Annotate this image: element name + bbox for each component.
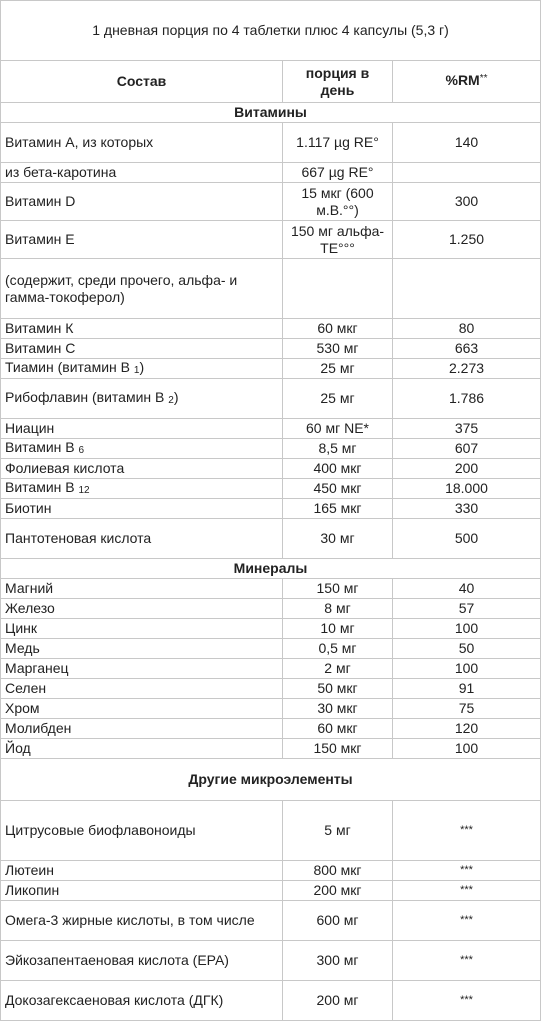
ingredient-portion: 60 мкг bbox=[283, 319, 393, 339]
ingredient-rm: 330 bbox=[393, 499, 541, 519]
name-subscript: 2 bbox=[168, 395, 174, 406]
table-row bbox=[1, 183, 541, 221]
ingredient-rm: 57 bbox=[393, 599, 541, 619]
table-row bbox=[1, 639, 541, 659]
table-row bbox=[1, 459, 541, 479]
ingredient-portion: 200 мг bbox=[283, 981, 393, 1021]
ingredient-name: Ниацин bbox=[1, 419, 283, 439]
ingredient-rm: *** bbox=[393, 981, 541, 1021]
ingredient-name: Цитрусовые биофлавоноиды bbox=[1, 801, 283, 861]
table-row bbox=[1, 479, 541, 499]
ingredient-name: Биотин bbox=[1, 499, 283, 519]
ingredient-rm: 100 bbox=[393, 659, 541, 679]
ingredient-name: Витамин A, из которых bbox=[1, 123, 283, 163]
ingredient-rm: 663 bbox=[393, 339, 541, 359]
ingredient-portion: 165 мкг bbox=[283, 499, 393, 519]
table-row bbox=[1, 719, 541, 739]
ingredient-name: Витамин Е bbox=[1, 221, 283, 259]
ingredient-portion: 30 мкг bbox=[283, 699, 393, 719]
ingredient-portion: 530 мг bbox=[283, 339, 393, 359]
ingredient-portion: 800 мкг bbox=[283, 861, 393, 881]
ingredient-rm: 50 bbox=[393, 639, 541, 659]
ingredient-name: Докозагексаеновая кислота (ДГК) bbox=[1, 981, 283, 1021]
ingredient-rm: 375 bbox=[393, 419, 541, 439]
table-row bbox=[1, 339, 541, 359]
ingredient-name: Витамин К bbox=[1, 319, 283, 339]
ingredient-portion: 30 мг bbox=[283, 519, 393, 559]
ingredient-rm: 140 bbox=[393, 123, 541, 163]
ingredient-name: Тиамин (витамин В 1) bbox=[1, 359, 283, 379]
table-title: 1 дневная порция по 4 таблетки плюс 4 капсулы (5,3 г) bbox=[1, 1, 541, 61]
ingredient-portion: 60 мг NE* bbox=[283, 419, 393, 439]
ingredient-rm: *** bbox=[393, 881, 541, 901]
ingredient-rm: *** bbox=[393, 801, 541, 861]
table-row bbox=[1, 679, 541, 699]
ingredient-portion: 600 мг bbox=[283, 901, 393, 941]
name-subscript: 12 bbox=[78, 485, 90, 496]
ingredient-rm: 120 bbox=[393, 719, 541, 739]
ingredient-name: Йод bbox=[1, 739, 283, 759]
ingredient-name: (содержит, среди прочего, альфа- и гамма-токоферол) bbox=[1, 259, 283, 319]
ingredient-portion: 10 мг bbox=[283, 619, 393, 639]
ingredient-portion: 400 мкг bbox=[283, 459, 393, 479]
ingredient-portion: 8,5 мг bbox=[283, 439, 393, 459]
ingredient-name: Пантотеновая кислота bbox=[1, 519, 283, 559]
ingredient-rm: *** bbox=[393, 861, 541, 881]
ingredient-portion: 0,5 мг bbox=[283, 639, 393, 659]
section-row-other bbox=[1, 759, 541, 801]
ingredient-name: из бета-каротина bbox=[1, 163, 283, 183]
header-rm-suffix: ** bbox=[479, 73, 488, 84]
ingredient-rm bbox=[393, 259, 541, 319]
table-row bbox=[1, 519, 541, 559]
ingredient-portion: 60 мкг bbox=[283, 719, 393, 739]
table-row bbox=[1, 659, 541, 679]
table-row bbox=[1, 801, 541, 861]
section-row-minerals bbox=[1, 559, 541, 579]
table-row bbox=[1, 941, 541, 981]
table-row bbox=[1, 439, 541, 459]
ingredient-name: Витамин С bbox=[1, 339, 283, 359]
ingredient-portion: 8 мг bbox=[283, 599, 393, 619]
table-row bbox=[1, 599, 541, 619]
table-row bbox=[1, 579, 541, 599]
ingredient-name: Медь bbox=[1, 639, 283, 659]
ingredient-rm: 200 bbox=[393, 459, 541, 479]
ingredient-portion: 25 мг bbox=[283, 379, 393, 419]
ingredient-name: Ликопин bbox=[1, 881, 283, 901]
table-row bbox=[1, 699, 541, 719]
ingredient-portion: 1.117 µg RE° bbox=[283, 123, 393, 163]
table-row bbox=[1, 221, 541, 259]
table-row bbox=[1, 901, 541, 941]
ingredient-portion: 2 мг bbox=[283, 659, 393, 679]
ingredient-portion: 50 мкг bbox=[283, 679, 393, 699]
table-row bbox=[1, 163, 541, 183]
ingredient-name: Молибден bbox=[1, 719, 283, 739]
ingredient-portion: 5 мг bbox=[283, 801, 393, 861]
ingredient-rm: *** bbox=[393, 901, 541, 941]
ingredient-name: Лютеин bbox=[1, 861, 283, 881]
ingredient-rm: 500 bbox=[393, 519, 541, 559]
table-row bbox=[1, 499, 541, 519]
ingredient-rm: 300 bbox=[393, 183, 541, 221]
ingredient-rm: 40 bbox=[393, 579, 541, 599]
table-row bbox=[1, 319, 541, 339]
ingredient-name: Фолиевая кислота bbox=[1, 459, 283, 479]
ingredient-name: Цинк bbox=[1, 619, 283, 639]
ingredient-rm: 1.786 bbox=[393, 379, 541, 419]
ingredient-name: Рибофлавин (витамин В 2) bbox=[1, 379, 283, 419]
ingredient-portion: 150 мг альфа-TE°°° bbox=[283, 221, 393, 259]
section-title-vitamins: Витамины bbox=[1, 103, 541, 123]
ingredient-portion: 150 мг bbox=[283, 579, 393, 599]
table-title-row bbox=[1, 1, 541, 61]
header-name: Состав bbox=[1, 61, 283, 103]
table-row bbox=[1, 123, 541, 163]
ingredient-name: Витамин D bbox=[1, 183, 283, 221]
table-row bbox=[1, 379, 541, 419]
table-row bbox=[1, 981, 541, 1021]
header-rm-label: %RM bbox=[445, 72, 480, 88]
section-row-vitamins bbox=[1, 103, 541, 123]
ingredient-portion: 25 мг bbox=[283, 359, 393, 379]
ingredient-name: Селен bbox=[1, 679, 283, 699]
table-row bbox=[1, 861, 541, 881]
table-row bbox=[1, 419, 541, 439]
section-title-other: Другие микроэлементы bbox=[1, 759, 541, 801]
ingredient-name: Марганец bbox=[1, 659, 283, 679]
ingredient-rm bbox=[393, 163, 541, 183]
header-rm bbox=[393, 61, 541, 103]
ingredient-portion: 150 мкг bbox=[283, 739, 393, 759]
ingredient-rm: 91 bbox=[393, 679, 541, 699]
section-title-minerals: Минералы bbox=[1, 559, 541, 579]
ingredient-rm: 75 bbox=[393, 699, 541, 719]
name-subscript: 1 bbox=[133, 365, 140, 376]
ingredient-rm: *** bbox=[393, 941, 541, 981]
ingredient-name: Эйкозапентаеновая кислота (EPA) bbox=[1, 941, 283, 981]
table-row bbox=[1, 881, 541, 901]
ingredient-portion bbox=[283, 259, 393, 319]
ingredient-portion: 200 мкг bbox=[283, 881, 393, 901]
header-row bbox=[1, 61, 541, 103]
name-subscript: 6 bbox=[78, 445, 85, 456]
ingredient-name: Витамин В 6 bbox=[1, 439, 283, 459]
ingredient-rm: 2.273 bbox=[393, 359, 541, 379]
ingredient-portion: 300 мг bbox=[283, 941, 393, 981]
ingredient-rm: 100 bbox=[393, 619, 541, 639]
ingredient-rm: 607 bbox=[393, 439, 541, 459]
ingredient-rm: 100 bbox=[393, 739, 541, 759]
ingredient-name: Железо bbox=[1, 599, 283, 619]
table-row bbox=[1, 619, 541, 639]
table-row bbox=[1, 359, 541, 379]
ingredient-portion: 450 мкг bbox=[283, 479, 393, 499]
ingredient-name: Хром bbox=[1, 699, 283, 719]
header-portion: порция в день bbox=[283, 61, 393, 103]
ingredient-portion: 667 µg RE° bbox=[283, 163, 393, 183]
ingredient-rm: 80 bbox=[393, 319, 541, 339]
ingredient-rm: 1.250 bbox=[393, 221, 541, 259]
ingredient-name: Омега-3 жирные кислоты, в том числе bbox=[1, 901, 283, 941]
ingredient-portion: 15 мкг (600 м.В.°°) bbox=[283, 183, 393, 221]
ingredient-rm: 18.000 bbox=[393, 479, 541, 499]
ingredient-name: Магний bbox=[1, 579, 283, 599]
table-row bbox=[1, 739, 541, 759]
ingredient-name: Витамин В 12 bbox=[1, 479, 283, 499]
table-row bbox=[1, 259, 541, 319]
